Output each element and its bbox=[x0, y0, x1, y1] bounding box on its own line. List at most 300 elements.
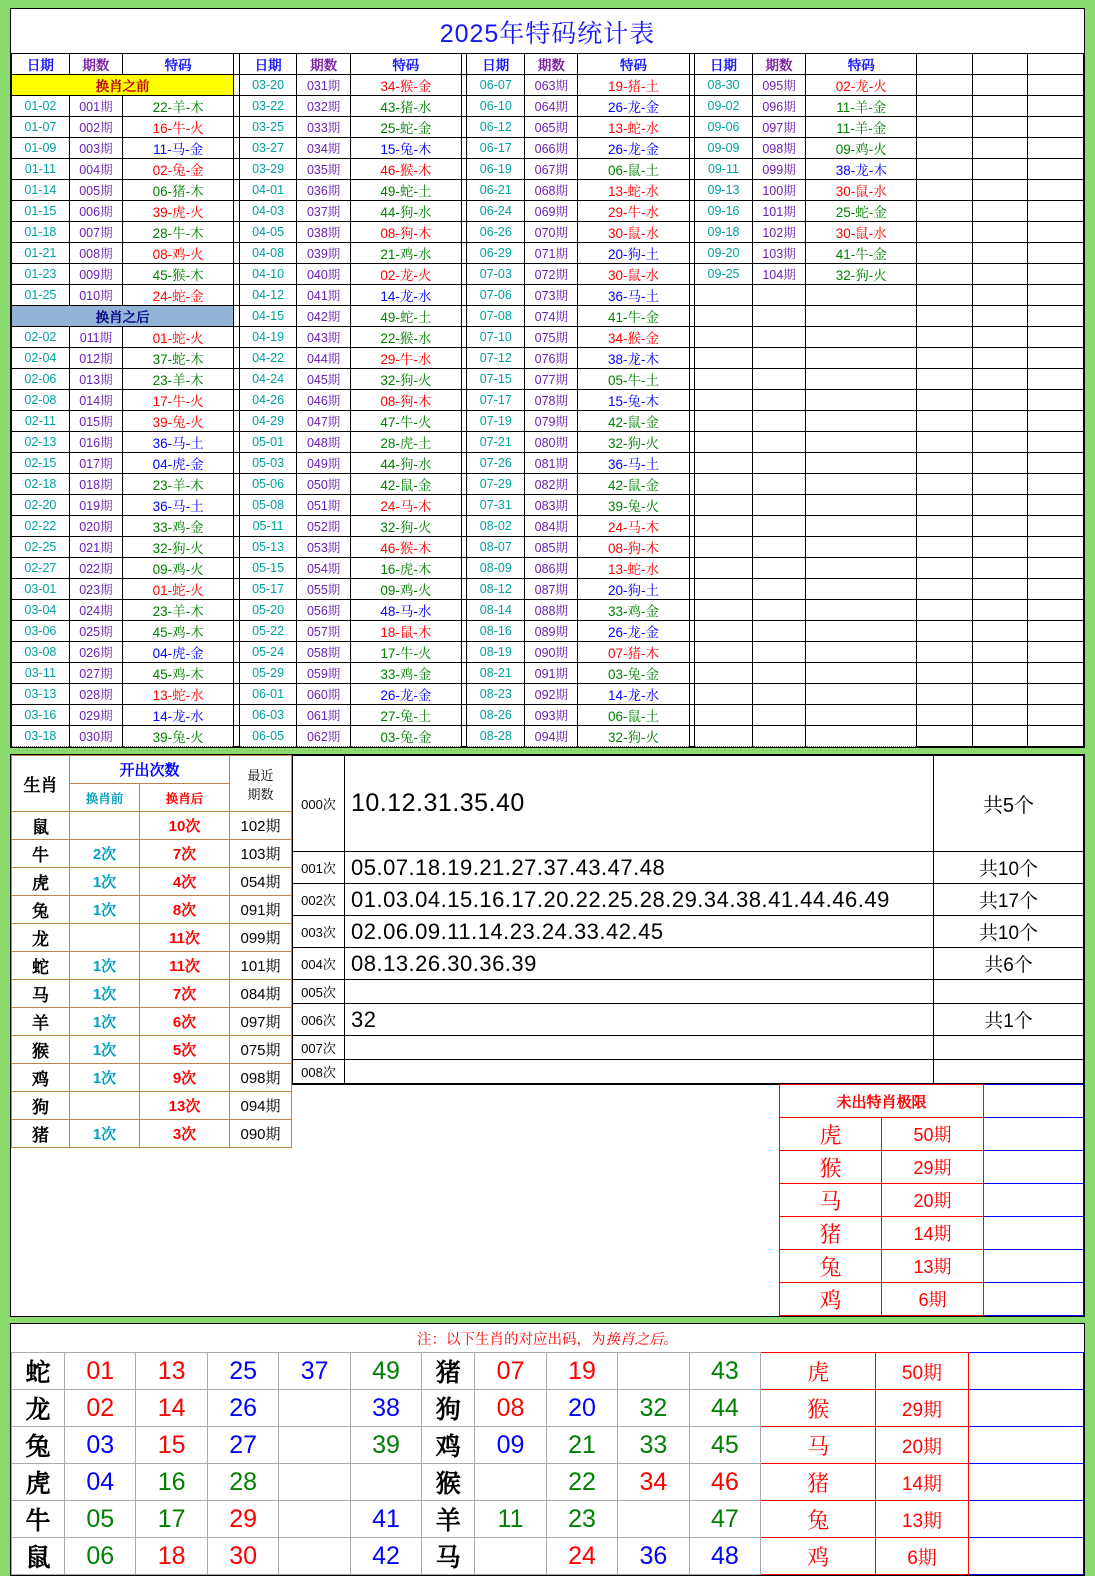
cell-issue: 047期 bbox=[297, 411, 350, 432]
table-row bbox=[12, 369, 1084, 390]
group-row bbox=[293, 1004, 1084, 1036]
cell-date: 08-16 bbox=[467, 621, 525, 642]
col-header-blank bbox=[1028, 54, 1084, 75]
limit-blank-cell bbox=[968, 1464, 1083, 1501]
group-row bbox=[293, 852, 1084, 884]
col-header-blank bbox=[917, 54, 973, 75]
cell-special-code: 44-狗-水 bbox=[350, 453, 461, 474]
mapping-number bbox=[279, 1390, 350, 1427]
cell-special-code: 32-狗-火 bbox=[806, 264, 917, 285]
cell-date: 01-15 bbox=[12, 201, 70, 222]
cell-blank bbox=[972, 558, 1028, 579]
col-header-date: 日期 bbox=[695, 54, 753, 75]
cell-special-code: 23-羊-木 bbox=[123, 369, 234, 390]
cell-special-code: 45-鸡-木 bbox=[123, 663, 234, 684]
cell-date: 07-08 bbox=[467, 306, 525, 327]
cell-issue: 002期 bbox=[69, 117, 122, 138]
cell-blank bbox=[1028, 537, 1084, 558]
mapping-number: 33 bbox=[618, 1427, 689, 1464]
cell-issue bbox=[752, 306, 805, 327]
table-row bbox=[12, 390, 1084, 411]
cell-special-code bbox=[806, 306, 917, 327]
cell-date: 03-11 bbox=[12, 663, 70, 684]
col-header-qi: 期数 bbox=[297, 54, 350, 75]
cell-special-code: 14-龙-水 bbox=[350, 285, 461, 306]
cell-issue: 097期 bbox=[752, 117, 805, 138]
limit-blank-cell bbox=[984, 1217, 1084, 1250]
cell-special-code: 42-鼠-金 bbox=[578, 411, 689, 432]
cell-blank bbox=[972, 600, 1028, 621]
cell-issue: 014期 bbox=[69, 390, 122, 411]
cell-date: 08-28 bbox=[467, 726, 525, 747]
cell-blank bbox=[1028, 579, 1084, 600]
cell-date: 01-25 bbox=[12, 285, 70, 306]
cell-blank bbox=[917, 537, 973, 558]
cell-issue: 059期 bbox=[297, 663, 350, 684]
cell-issue: 035期 bbox=[297, 159, 350, 180]
group-total bbox=[934, 1060, 1084, 1084]
limit-blank-cell bbox=[968, 1538, 1083, 1575]
cell-blank bbox=[917, 663, 973, 684]
stats-count-after: 9次 bbox=[140, 1064, 230, 1092]
col-header-blank bbox=[972, 54, 1028, 75]
note-prefix: 注：以下生肖的对应出码，为 bbox=[417, 1332, 606, 1348]
limit-issue: 20期 bbox=[882, 1184, 984, 1217]
cell-special-code: 15-兔-木 bbox=[350, 138, 461, 159]
main-statistics-panel bbox=[10, 8, 1085, 748]
group-numbers: 32 bbox=[345, 1004, 934, 1036]
cell-blank bbox=[917, 579, 973, 600]
cell-date: 02-04 bbox=[12, 348, 70, 369]
cell-date: 01-07 bbox=[12, 117, 70, 138]
cell-special-code: 49-蛇-土 bbox=[350, 306, 461, 327]
table-row bbox=[12, 453, 1084, 474]
mapping-zodiac: 虎 bbox=[12, 1464, 65, 1501]
cell-date: 05-24 bbox=[239, 642, 297, 663]
col-header-qi: 期数 bbox=[752, 54, 805, 75]
cell-date: 04-10 bbox=[239, 264, 297, 285]
cell-blank bbox=[1028, 663, 1084, 684]
cell-issue: 033期 bbox=[297, 117, 350, 138]
cell-issue: 076期 bbox=[525, 348, 578, 369]
cell-issue: 008期 bbox=[69, 243, 122, 264]
cell-special-code: 30-鼠-水 bbox=[578, 222, 689, 243]
cell-special-code: 32-狗-火 bbox=[350, 369, 461, 390]
cell-issue: 099期 bbox=[752, 159, 805, 180]
special-code-table bbox=[11, 53, 1084, 747]
stats-count-after: 10次 bbox=[140, 812, 230, 840]
cell-special-code: 30-鼠-水 bbox=[578, 264, 689, 285]
cell-issue: 038期 bbox=[297, 222, 350, 243]
cell-special-code: 32-狗-火 bbox=[578, 432, 689, 453]
cell-date bbox=[695, 390, 753, 411]
cell-special-code bbox=[806, 369, 917, 390]
stats-count-before bbox=[70, 1092, 140, 1120]
cell-special-code bbox=[806, 516, 917, 537]
mapping-number: 07 bbox=[475, 1353, 546, 1390]
group-row bbox=[293, 756, 1084, 852]
limit-issue: 29期 bbox=[876, 1390, 968, 1427]
cell-blank bbox=[972, 243, 1028, 264]
cell-date: 05-13 bbox=[239, 537, 297, 558]
mapping-number bbox=[350, 1464, 421, 1501]
limit-zodiac: 鸡 bbox=[780, 1283, 882, 1316]
cell-special-code bbox=[806, 621, 917, 642]
group-label: 002次 bbox=[293, 884, 345, 916]
cell-special-code: 14-龙-水 bbox=[578, 684, 689, 705]
cell-special-code bbox=[806, 453, 917, 474]
stats-recent-issue: 099期 bbox=[230, 924, 292, 952]
cell-special-code: 05-牛-土 bbox=[578, 369, 689, 390]
group-label: 001次 bbox=[293, 852, 345, 884]
limit-zodiac: 猪 bbox=[761, 1464, 876, 1501]
mapping-number: 02 bbox=[65, 1390, 136, 1427]
limit-blank-cell bbox=[968, 1501, 1083, 1538]
unseen-limit-table bbox=[779, 1084, 1084, 1316]
cell-date: 02-20 bbox=[12, 495, 70, 516]
cell-issue: 001期 bbox=[69, 96, 122, 117]
cell-special-code: 16-牛-火 bbox=[123, 117, 234, 138]
cell-issue bbox=[752, 348, 805, 369]
cell-blank bbox=[917, 411, 973, 432]
stats-row bbox=[12, 924, 292, 952]
limit-blank-cell bbox=[984, 1250, 1084, 1283]
cell-date bbox=[695, 579, 753, 600]
stats-recent-issue: 103期 bbox=[230, 840, 292, 868]
cell-special-code: 30-鼠-水 bbox=[806, 180, 917, 201]
cell-issue: 045期 bbox=[297, 369, 350, 390]
limit-spacer bbox=[292, 1084, 779, 1316]
mapping-row bbox=[12, 1427, 1084, 1464]
col-header-qi: 期数 bbox=[525, 54, 578, 75]
cell-date: 02-22 bbox=[12, 516, 70, 537]
stats-row bbox=[12, 812, 292, 840]
stats-row bbox=[12, 1036, 292, 1064]
cell-date: 06-01 bbox=[239, 684, 297, 705]
cell-special-code: 30-鼠-水 bbox=[806, 222, 917, 243]
stats-row bbox=[12, 1120, 292, 1148]
cell-date: 06-17 bbox=[467, 138, 525, 159]
cell-issue: 016期 bbox=[69, 432, 122, 453]
cell-date: 04-01 bbox=[239, 180, 297, 201]
cell-special-code: 38-龙-木 bbox=[578, 348, 689, 369]
cell-issue: 082期 bbox=[525, 474, 578, 495]
cell-issue: 094期 bbox=[525, 726, 578, 747]
cell-date: 05-11 bbox=[239, 516, 297, 537]
cell-date: 02-27 bbox=[12, 558, 70, 579]
cell-date bbox=[695, 705, 753, 726]
cell-date: 03-20 bbox=[239, 75, 297, 96]
cell-special-code bbox=[806, 600, 917, 621]
stats-count-after: 7次 bbox=[140, 840, 230, 868]
cell-blank bbox=[1028, 75, 1084, 96]
cell-special-code: 25-蛇-金 bbox=[806, 201, 917, 222]
cell-issue: 055期 bbox=[297, 579, 350, 600]
cell-special-code: 17-牛-火 bbox=[123, 390, 234, 411]
cell-issue: 025期 bbox=[69, 621, 122, 642]
cell-issue: 086期 bbox=[525, 558, 578, 579]
col-header-date: 日期 bbox=[467, 54, 525, 75]
limit-row bbox=[780, 1283, 1084, 1316]
cell-blank bbox=[1028, 96, 1084, 117]
cell-blank bbox=[917, 180, 973, 201]
cell-date: 07-17 bbox=[467, 390, 525, 411]
table-row bbox=[12, 537, 1084, 558]
frequency-groups-table bbox=[292, 755, 1084, 1084]
table-row bbox=[12, 285, 1084, 306]
table-row bbox=[12, 138, 1084, 159]
cell-date: 06-24 bbox=[467, 201, 525, 222]
limit-issue: 50期 bbox=[882, 1118, 984, 1151]
stats-count-after: 6次 bbox=[140, 1008, 230, 1036]
cell-special-code: 08-鸡-火 bbox=[123, 243, 234, 264]
cell-special-code: 16-虎-木 bbox=[350, 558, 461, 579]
group-total: 共17个 bbox=[934, 884, 1084, 916]
cell-date: 05-08 bbox=[239, 495, 297, 516]
stats-row bbox=[12, 980, 292, 1008]
cell-issue: 056期 bbox=[297, 600, 350, 621]
cell-blank bbox=[917, 243, 973, 264]
cell-issue: 074期 bbox=[525, 306, 578, 327]
zodiac-stats-block bbox=[11, 755, 292, 1316]
cell-special-code: 13-蛇-水 bbox=[123, 684, 234, 705]
cell-issue: 011期 bbox=[69, 327, 122, 348]
cell-blank bbox=[972, 516, 1028, 537]
cell-date bbox=[695, 306, 753, 327]
cell-special-code: 26-龙-金 bbox=[578, 621, 689, 642]
cell-blank bbox=[1028, 474, 1084, 495]
cell-blank bbox=[972, 306, 1028, 327]
mapping-number bbox=[279, 1501, 350, 1538]
cell-special-code: 07-猪-木 bbox=[578, 642, 689, 663]
cell-issue: 053期 bbox=[297, 537, 350, 558]
group-total bbox=[934, 1036, 1084, 1060]
cell-date: 06-12 bbox=[467, 117, 525, 138]
limit-issue: 14期 bbox=[876, 1464, 968, 1501]
limit-zodiac: 猴 bbox=[780, 1151, 882, 1184]
cell-special-code: 38-龙-木 bbox=[806, 159, 917, 180]
group-numbers: 05.07.18.19.21.27.37.43.47.48 bbox=[345, 852, 934, 884]
cell-special-code bbox=[806, 558, 917, 579]
cell-issue: 015期 bbox=[69, 411, 122, 432]
cell-date bbox=[695, 663, 753, 684]
cell-issue bbox=[752, 537, 805, 558]
cell-issue: 104期 bbox=[752, 264, 805, 285]
mapping-number: 45 bbox=[689, 1427, 760, 1464]
cell-issue: 072期 bbox=[525, 264, 578, 285]
cell-date bbox=[695, 348, 753, 369]
mapping-zodiac: 鼠 bbox=[12, 1538, 65, 1575]
cell-special-code: 06-鼠-土 bbox=[578, 705, 689, 726]
cell-date bbox=[695, 369, 753, 390]
cell-blank bbox=[1028, 390, 1084, 411]
group-total: 共10个 bbox=[934, 852, 1084, 884]
cell-issue bbox=[752, 705, 805, 726]
stats-count-before bbox=[70, 812, 140, 840]
mapping-number: 48 bbox=[689, 1538, 760, 1575]
mapping-row bbox=[12, 1501, 1084, 1538]
cell-date bbox=[695, 453, 753, 474]
cell-blank bbox=[972, 159, 1028, 180]
cell-special-code bbox=[806, 642, 917, 663]
group-total: 共1个 bbox=[934, 1004, 1084, 1036]
stats-row bbox=[12, 896, 292, 924]
mapping-number bbox=[279, 1538, 350, 1575]
cell-date: 08-12 bbox=[467, 579, 525, 600]
cell-special-code: 15-兔-木 bbox=[578, 390, 689, 411]
mapping-note bbox=[11, 1324, 1084, 1352]
mapping-number: 08 bbox=[475, 1390, 546, 1427]
cell-date: 03-18 bbox=[12, 726, 70, 747]
cell-special-code: 24-蛇-金 bbox=[123, 285, 234, 306]
cell-blank bbox=[972, 705, 1028, 726]
stats-count-before: 1次 bbox=[70, 868, 140, 896]
cell-issue: 037期 bbox=[297, 201, 350, 222]
cell-date: 02-25 bbox=[12, 537, 70, 558]
cell-date: 03-08 bbox=[12, 642, 70, 663]
stats-count-after: 7次 bbox=[140, 980, 230, 1008]
cell-special-code: 14-龙-水 bbox=[123, 705, 234, 726]
cell-special-code: 43-猪-水 bbox=[350, 96, 461, 117]
stats-recent-issue: 097期 bbox=[230, 1008, 292, 1036]
table-row bbox=[12, 243, 1084, 264]
cell-blank bbox=[972, 222, 1028, 243]
cell-blank bbox=[1028, 348, 1084, 369]
mapping-number: 38 bbox=[350, 1390, 421, 1427]
cell-issue bbox=[752, 621, 805, 642]
mapping-zodiac: 狗 bbox=[422, 1390, 475, 1427]
limit-issue: 29期 bbox=[882, 1151, 984, 1184]
stats-count-before bbox=[70, 924, 140, 952]
cell-special-code: 01-蛇-火 bbox=[123, 327, 234, 348]
cell-date bbox=[695, 726, 753, 747]
mapping-number: 14 bbox=[136, 1390, 207, 1427]
limit-issue: 13期 bbox=[882, 1250, 984, 1283]
cell-date bbox=[695, 327, 753, 348]
cell-special-code: 26-龙-金 bbox=[578, 138, 689, 159]
table-row bbox=[12, 516, 1084, 537]
cell-date: 03-06 bbox=[12, 621, 70, 642]
mapping-number: 21 bbox=[546, 1427, 617, 1464]
cell-blank bbox=[972, 180, 1028, 201]
cell-blank bbox=[1028, 369, 1084, 390]
cell-issue: 067期 bbox=[525, 159, 578, 180]
cell-date: 04-05 bbox=[239, 222, 297, 243]
cell-special-code: 36-马-土 bbox=[578, 453, 689, 474]
limit-row bbox=[780, 1217, 1084, 1250]
cell-special-code: 02-兔-金 bbox=[123, 159, 234, 180]
cell-issue: 095期 bbox=[752, 75, 805, 96]
mapping-zodiac: 鸡 bbox=[422, 1427, 475, 1464]
limit-area bbox=[292, 1084, 1084, 1316]
cell-blank bbox=[1028, 327, 1084, 348]
cell-date: 07-31 bbox=[467, 495, 525, 516]
group-row bbox=[293, 980, 1084, 1004]
cell-special-code bbox=[806, 705, 917, 726]
group-label: 006次 bbox=[293, 1004, 345, 1036]
table-header-row bbox=[12, 54, 1084, 75]
stats-count-after: 13次 bbox=[140, 1092, 230, 1120]
mapping-number bbox=[618, 1501, 689, 1538]
limit-issue: 50期 bbox=[876, 1353, 968, 1390]
mapping-number: 15 bbox=[136, 1427, 207, 1464]
cell-date: 06-19 bbox=[467, 159, 525, 180]
cell-special-code: 37-蛇-木 bbox=[123, 348, 234, 369]
cell-issue: 024期 bbox=[69, 600, 122, 621]
cell-date: 06-03 bbox=[239, 705, 297, 726]
cell-special-code bbox=[806, 495, 917, 516]
cell-date: 05-29 bbox=[239, 663, 297, 684]
cell-special-code bbox=[806, 327, 917, 348]
cell-date bbox=[695, 495, 753, 516]
cell-issue: 051期 bbox=[297, 495, 350, 516]
cell-issue: 009期 bbox=[69, 264, 122, 285]
limit-row bbox=[780, 1250, 1084, 1283]
cell-issue: 032期 bbox=[297, 96, 350, 117]
table-row bbox=[12, 579, 1084, 600]
stats-zodiac: 鸡 bbox=[12, 1064, 70, 1092]
cell-blank bbox=[917, 726, 973, 747]
mapping-zodiac: 牛 bbox=[12, 1501, 65, 1538]
mapping-number: 27 bbox=[207, 1427, 278, 1464]
cell-issue: 019期 bbox=[69, 495, 122, 516]
cell-issue: 091期 bbox=[525, 663, 578, 684]
cell-blank bbox=[1028, 600, 1084, 621]
mapping-number: 06 bbox=[65, 1538, 136, 1575]
cell-issue bbox=[752, 432, 805, 453]
cell-blank bbox=[1028, 117, 1084, 138]
stats-recent-issue: 090期 bbox=[230, 1120, 292, 1148]
cell-blank bbox=[972, 621, 1028, 642]
cell-special-code: 32-狗-火 bbox=[123, 537, 234, 558]
cell-blank bbox=[917, 327, 973, 348]
cell-blank bbox=[917, 390, 973, 411]
cell-date: 07-15 bbox=[467, 369, 525, 390]
cell-issue: 034期 bbox=[297, 138, 350, 159]
cell-issue: 083期 bbox=[525, 495, 578, 516]
cell-date: 02-02 bbox=[12, 327, 70, 348]
cell-date: 06-07 bbox=[467, 75, 525, 96]
cell-special-code: 02-龙-火 bbox=[350, 264, 461, 285]
stats-recent-issue: 094期 bbox=[230, 1092, 292, 1120]
cell-blank bbox=[917, 348, 973, 369]
cell-blank bbox=[1028, 201, 1084, 222]
cell-special-code: 18-鼠-木 bbox=[350, 621, 461, 642]
group-numbers bbox=[345, 1036, 934, 1060]
cell-issue: 062期 bbox=[297, 726, 350, 747]
cell-date: 07-03 bbox=[467, 264, 525, 285]
stats-count-before: 1次 bbox=[70, 952, 140, 980]
group-numbers: 02.06.09.11.14.23.24.33.42.45 bbox=[345, 916, 934, 948]
cell-date: 01-09 bbox=[12, 138, 70, 159]
cell-blank bbox=[917, 285, 973, 306]
cell-issue: 010期 bbox=[69, 285, 122, 306]
cell-date: 01-21 bbox=[12, 243, 70, 264]
cell-issue: 036期 bbox=[297, 180, 350, 201]
cell-blank bbox=[972, 642, 1028, 663]
cell-issue: 100期 bbox=[752, 180, 805, 201]
cell-date: 08-21 bbox=[467, 663, 525, 684]
cell-issue: 004期 bbox=[69, 159, 122, 180]
cell-blank bbox=[972, 726, 1028, 747]
cell-issue: 022期 bbox=[69, 558, 122, 579]
cell-issue: 042期 bbox=[297, 306, 350, 327]
col-header-code: 特码 bbox=[806, 54, 917, 75]
stats-count-before: 1次 bbox=[70, 896, 140, 924]
cell-special-code: 49-蛇-土 bbox=[350, 180, 461, 201]
note-suffix: 。 bbox=[663, 1332, 678, 1348]
limit-blank-cell bbox=[984, 1085, 1084, 1118]
